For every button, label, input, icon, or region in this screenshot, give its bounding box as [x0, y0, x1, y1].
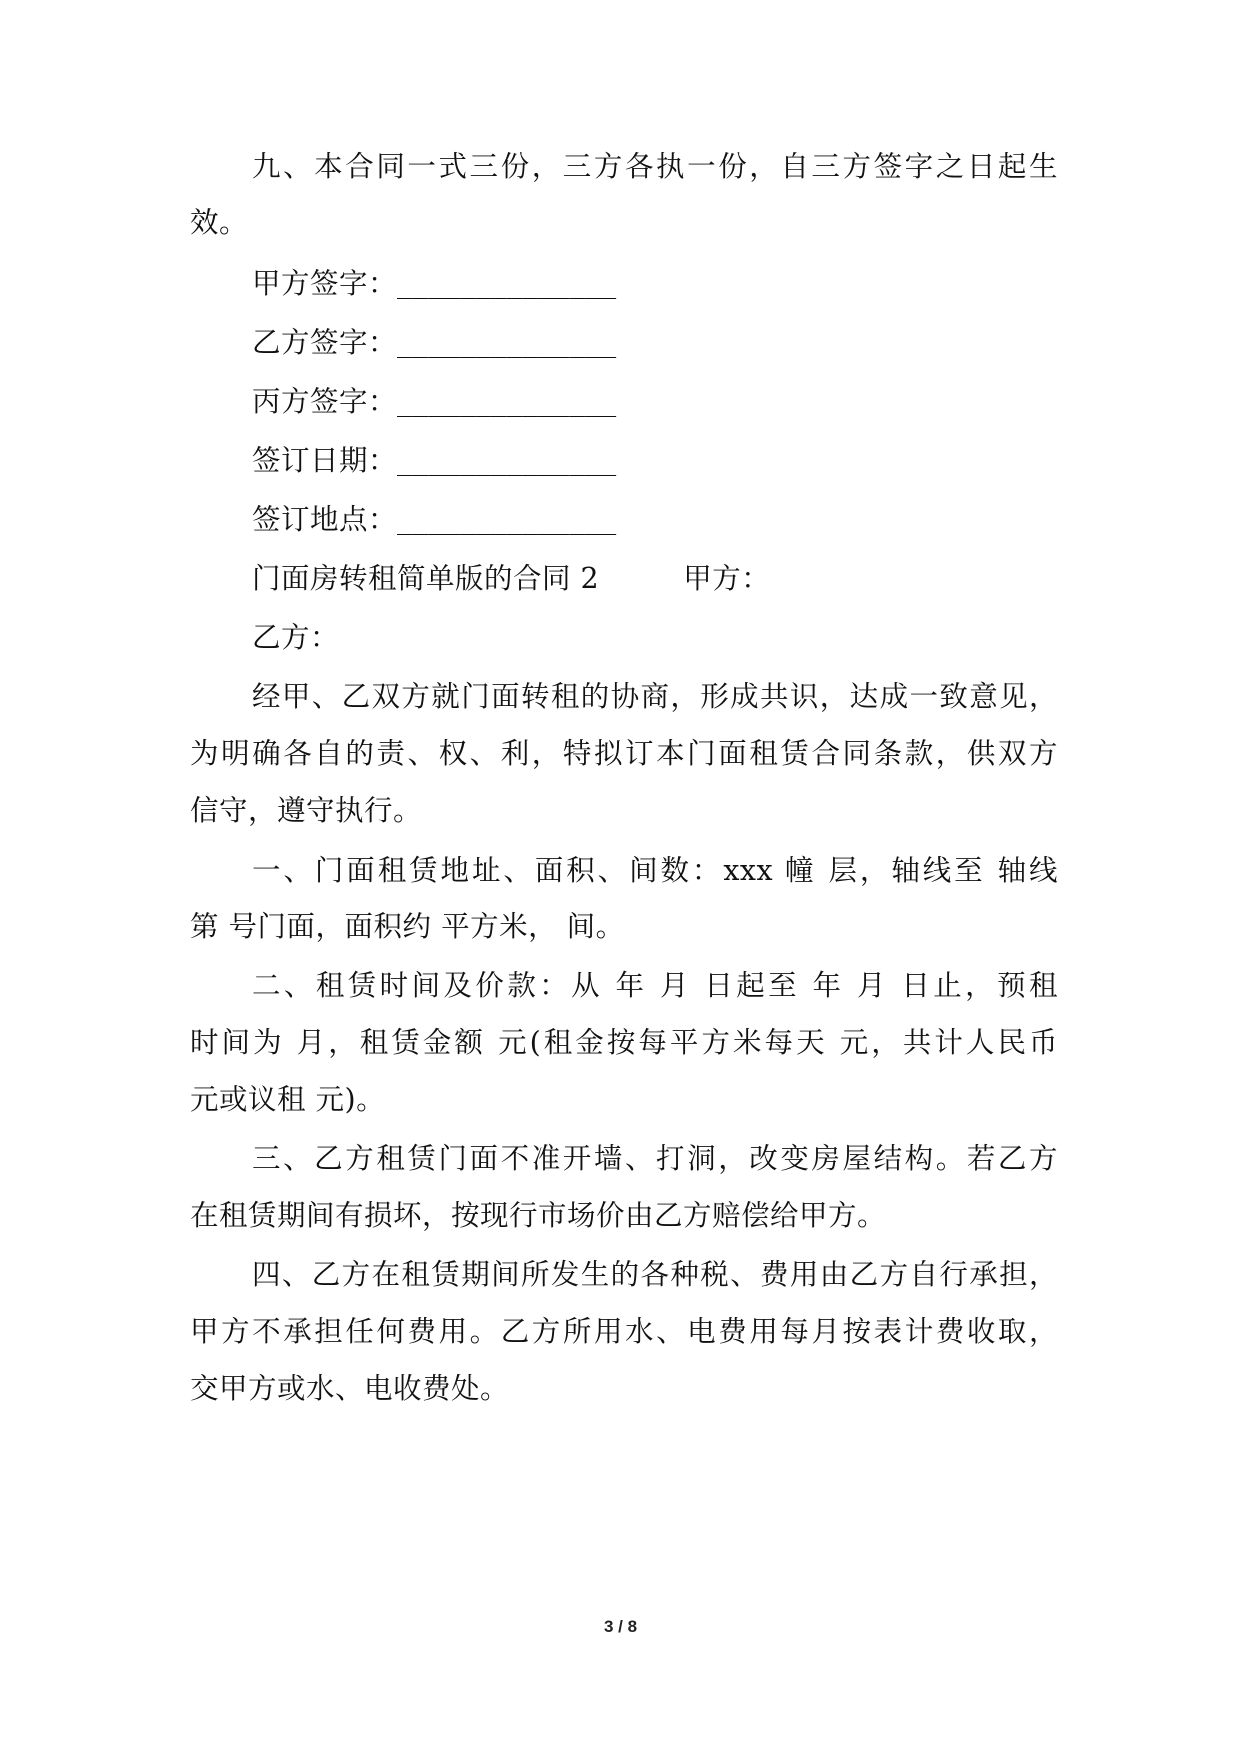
signature-blank: ______________ [397, 329, 617, 359]
page-number: 3 / 8 [603, 1617, 638, 1636]
clause-2-line-1: 二、租赁时间及价款：从 年 月 日起至 年 月 日止，预租 [252, 969, 1058, 1002]
signature-label: 签订地点： [252, 503, 398, 536]
signing-date-line [252, 441, 616, 482]
signature-blank: ______________ [397, 506, 617, 536]
clause-9-line-1: 九、本合同一式三份，三方各执一份，自三方签字之日起生 [252, 150, 1058, 183]
signature-blank: ______________ [397, 388, 617, 418]
clause-3-line-2: 在租赁期间有损坏，按现行市场价由乙方赔偿给甲方。 [190, 1199, 887, 1232]
signature-line-party-c [252, 382, 616, 423]
signature-label: 乙方签字： [252, 326, 398, 359]
contract-title: 门面房转租简单版的合同 2 [252, 562, 600, 595]
clause-1-line-1: 一、门面租赁地址、面积、间数：xxx 幢 层，轴线至 轴线 [252, 854, 1058, 887]
party-a-label: 甲方： [683, 562, 771, 595]
clause-1-line-2: 第 号门面，面积约 平方米， 间。 [190, 910, 625, 943]
signature-line-party-b [252, 323, 616, 364]
signing-place-line [252, 500, 616, 541]
signature-blank: ______________ [397, 270, 617, 300]
signature-label: 甲方签字： [252, 267, 398, 300]
clause-3-line-1: 三、乙方租赁门面不准开墙、打洞，改变房屋结构。若乙方 [252, 1142, 1058, 1175]
signature-line-party-a [252, 264, 616, 305]
party-b-label: 乙方： [252, 621, 340, 654]
clause-4-line-3: 交甲方或水、电收费处。 [190, 1372, 510, 1405]
signature-label: 签订日期： [252, 444, 398, 477]
clause-9-line-2: 效。 [190, 206, 249, 239]
intro-line-1: 经甲、乙双方就门面转租的协商，形成共识，达成一致意见， [252, 680, 1058, 713]
clause-4-line-2: 甲方不承担任何费用。乙方所用水、电费用每月按表计费收取， [190, 1315, 1058, 1348]
clause-4-line-1: 四、乙方在租赁期间所发生的各种税、费用由乙方自行承担， [252, 1258, 1058, 1291]
intro-line-3: 信守，遵守执行。 [190, 794, 423, 827]
signature-blank: ______________ [397, 447, 617, 477]
intro-line-2: 为明确各自的责、权、利，特拟订本门面租赁合同条款，供双方 [190, 737, 1058, 770]
signature-label: 丙方签字： [252, 385, 398, 418]
contract-2-heading [252, 559, 770, 599]
clause-2-line-3: 元或议租 元)。 [190, 1083, 386, 1116]
clause-2-line-2: 时间为 月，租赁金额 元(租金按每平方米每天 元，共计人民币 [190, 1026, 1058, 1059]
